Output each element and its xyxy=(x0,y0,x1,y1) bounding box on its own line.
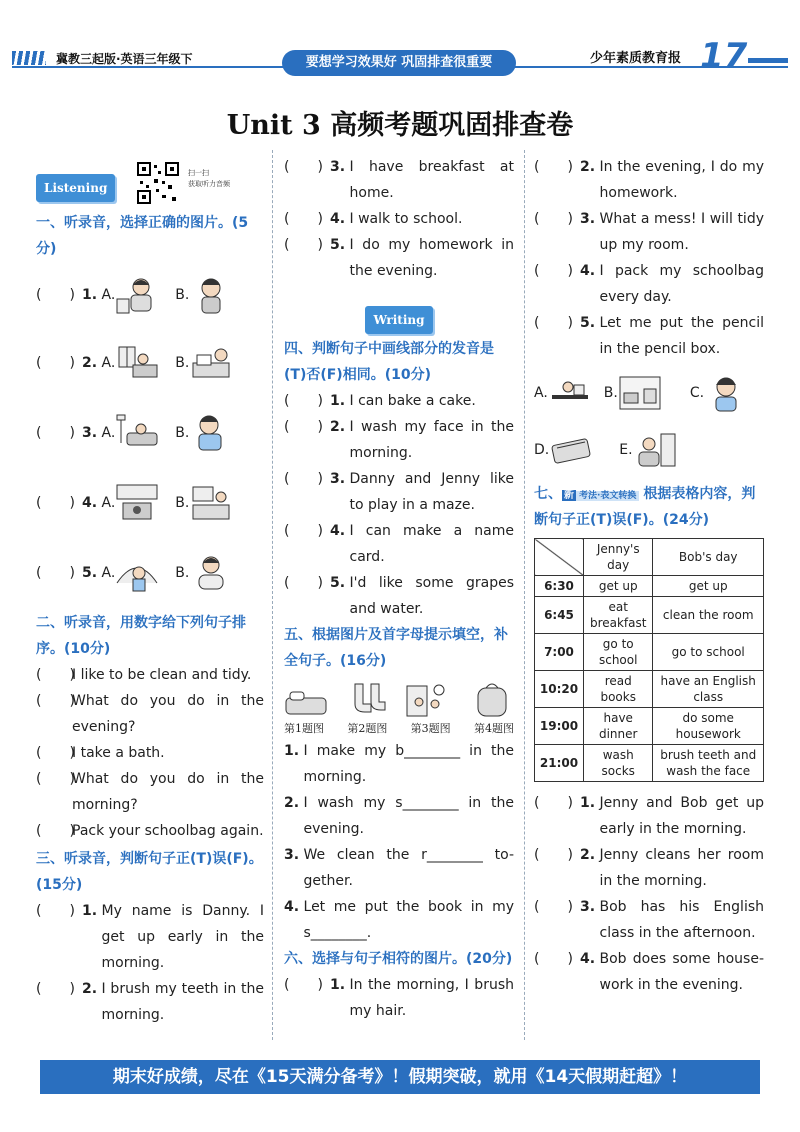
table-cell: go to school xyxy=(584,634,653,671)
list-item xyxy=(284,414,514,466)
sentence: I make my b________ in the morning. xyxy=(303,743,514,785)
question-number: 2. xyxy=(580,159,596,175)
section-5-heading: 五、根据图片及首字母提示填空，补全句子。(16分) xyxy=(284,627,508,669)
section-7-title: 根据表格内容，判断句子正(T)误(F)。(24分) xyxy=(534,486,756,528)
question-number: 4. xyxy=(82,495,98,511)
question-number: 1. xyxy=(580,795,596,811)
schoolbag-illustration-icon xyxy=(470,680,514,720)
list-item xyxy=(534,154,764,206)
table-cell: do some housework xyxy=(653,708,764,745)
list-item xyxy=(36,662,264,688)
section-1-items xyxy=(36,262,264,608)
section-3-heading: 三、听录音，判断句子正(T)误(F)。(15分) xyxy=(36,851,263,893)
question-number: 1. xyxy=(82,287,98,303)
caption: 第1题图 xyxy=(284,722,324,735)
answer-paren[interactable]: ( ) xyxy=(36,981,75,997)
question-number: 5. xyxy=(82,565,98,581)
list-item xyxy=(284,518,514,570)
table-header: Bob's day xyxy=(653,539,764,576)
right-column xyxy=(534,154,764,998)
kid-illustration-icon[interactable] xyxy=(115,553,159,593)
question-number: 4. xyxy=(284,899,300,915)
answer-paren[interactable]: ( ) xyxy=(36,823,75,839)
room-illustration-icon[interactable] xyxy=(189,483,233,523)
list-item xyxy=(36,538,264,608)
room-illustration-icon[interactable] xyxy=(115,483,159,523)
answer-paren[interactable]: ( ) xyxy=(36,355,75,371)
room-illustration-icon[interactable] xyxy=(189,343,233,383)
question-number: 5. xyxy=(330,237,346,253)
list-item xyxy=(36,818,264,844)
section-5-captions xyxy=(284,720,514,738)
answer-paren[interactable]: ( ) xyxy=(36,495,75,511)
question-number: 2. xyxy=(580,847,596,863)
section-6-options-row1 xyxy=(534,366,764,420)
section-4-heading: 四、判断句子中画线部分的发音是(T)否(F)相同。(10分) xyxy=(284,341,494,383)
table-cell: wash socks xyxy=(584,745,653,782)
question-number: 4. xyxy=(580,951,596,967)
kid-packing-bag-illustration-icon[interactable] xyxy=(633,430,685,470)
option-b-label: B. xyxy=(175,287,190,303)
sentence: In the morning, I brush my hair. xyxy=(349,977,514,1019)
list-item xyxy=(284,790,514,842)
new-badge: 新 xyxy=(564,490,574,501)
kid-illustration-icon[interactable] xyxy=(189,413,233,453)
sentence: I have breakfast at home. xyxy=(349,159,514,201)
list-item xyxy=(284,466,514,518)
schedule-table xyxy=(534,538,764,782)
sentence: My name is Danny. I get up early in the morning. xyxy=(101,903,264,971)
table-cell: 21:00 xyxy=(535,745,584,782)
answer-paren[interactable]: ( ) xyxy=(284,471,323,487)
sentence: I wash my s________ in the evening. xyxy=(303,795,514,837)
sentence: I do my homework in the evening. xyxy=(349,237,514,279)
caption: 第2题图 xyxy=(347,722,388,735)
sentence: I brush my teeth in the morning. xyxy=(101,981,264,1023)
table-cell: have an English class xyxy=(653,671,764,708)
messy-room-illustration-icon[interactable] xyxy=(618,373,678,413)
sentence: Let me put the pencil in the pencil box. xyxy=(599,315,764,357)
answer-paren[interactable]: ( ) xyxy=(534,263,573,279)
header-banner: 要想学习效果好 巩固排查很重要 xyxy=(282,50,516,76)
question-number: 1. xyxy=(330,977,346,993)
table-row xyxy=(535,671,764,708)
question-number: 2. xyxy=(330,419,346,435)
kid-illustration-icon[interactable] xyxy=(189,275,233,315)
table-cell: clean the room xyxy=(653,597,764,634)
question-number: 2. xyxy=(82,981,98,997)
sentence: What a mess! I will tidy up my room. xyxy=(599,211,764,253)
room-illustration-icon xyxy=(405,680,461,720)
column-divider xyxy=(524,150,525,1040)
option-label: D. xyxy=(534,442,550,458)
question-number: 3. xyxy=(82,425,98,441)
page-number: 17 xyxy=(700,36,748,76)
room-illustration-icon[interactable] xyxy=(115,343,159,383)
table-row xyxy=(535,634,764,671)
answer-paren[interactable]: ( ) xyxy=(534,159,573,175)
list-item xyxy=(284,154,514,206)
table-cell: have dinner xyxy=(584,708,653,745)
answer-paren[interactable]: ( ) xyxy=(36,425,75,441)
kid-illustration-icon[interactable] xyxy=(189,553,233,593)
option-label: B. xyxy=(603,385,618,401)
question-number: 3. xyxy=(330,159,346,175)
sentence: Jenny cleans her room in the morning. xyxy=(599,847,764,889)
column-divider xyxy=(272,150,273,1040)
list-item xyxy=(534,258,764,310)
table-cell: brush teeth and wash the face xyxy=(653,745,764,782)
answer-paren[interactable]: ( ) xyxy=(284,211,323,227)
sentence: I can bake a cake. xyxy=(349,393,476,409)
listening-tag: Listening xyxy=(36,174,115,202)
socks-illustration-icon xyxy=(345,680,397,720)
answer-paren[interactable]: ( ) xyxy=(534,795,573,811)
list-item xyxy=(534,206,764,258)
list-item xyxy=(36,468,264,538)
method-badge: 考法·表文转换 xyxy=(576,491,639,501)
edition-label: 冀教三起版·英语三年级下 xyxy=(56,51,193,66)
question-number: 3. xyxy=(284,847,300,863)
list-item xyxy=(36,740,264,766)
question-number: 4. xyxy=(330,523,346,539)
question-number: 4. xyxy=(330,211,346,227)
list-item xyxy=(534,310,764,362)
option-b-label: B. xyxy=(175,425,190,441)
list-item xyxy=(36,898,264,976)
scan-line-1: 扫一扫 xyxy=(188,169,209,177)
answer-paren[interactable]: ( ) xyxy=(534,847,573,863)
sentence: Danny and Jenny like to play in a maze. xyxy=(349,471,514,513)
section-6-heading: 六、选择与句子相符的图片。(20分) xyxy=(284,951,513,967)
list-item xyxy=(36,398,264,468)
section-7-items xyxy=(534,790,764,998)
sentence: Bob does some house-work in the evening. xyxy=(599,951,764,993)
list-item xyxy=(284,972,514,1024)
sentence: I wash my face in the morning. xyxy=(349,419,514,461)
sentence: What do you do in the evening? xyxy=(72,693,264,735)
question-number: 2. xyxy=(82,355,98,371)
list-item xyxy=(284,232,514,284)
table-row xyxy=(535,597,764,634)
left-column xyxy=(36,154,264,1028)
kid-homework-illustration-icon[interactable] xyxy=(548,373,592,413)
sentence: We clean the r________ to-gether. xyxy=(303,847,514,889)
option-b-label: B. xyxy=(175,565,190,581)
sentence: I can make a name card. xyxy=(349,523,514,565)
newspaper-name: 少年素质教育报 xyxy=(590,51,682,66)
bed-illustration-icon xyxy=(284,680,336,720)
sentence: I take a bath. xyxy=(72,745,165,761)
table-header-row xyxy=(535,539,764,576)
question-number: 1. xyxy=(284,743,300,759)
sentence: I pack my schoolbag every day. xyxy=(599,263,764,305)
table-cell: 19:00 xyxy=(535,708,584,745)
list-item xyxy=(36,766,264,818)
pencil-box-illustration-icon[interactable] xyxy=(549,430,601,470)
option-label: C. xyxy=(689,385,705,401)
table-cell: get up xyxy=(584,576,653,597)
caption: 第4题图 xyxy=(473,722,514,735)
question-number: 5. xyxy=(330,575,346,591)
page-number-dash xyxy=(748,58,788,63)
room-illustration-icon[interactable] xyxy=(115,413,159,453)
answer-paren[interactable]: ( ) xyxy=(36,565,75,581)
table-row xyxy=(535,745,764,782)
kid-illustration-icon[interactable] xyxy=(115,275,159,315)
table-row xyxy=(535,576,764,597)
question-number: 3. xyxy=(330,471,346,487)
list-item xyxy=(534,842,764,894)
answer-paren[interactable]: ( ) xyxy=(284,575,323,591)
list-item xyxy=(534,790,764,842)
section-1-heading: 一、听录音，选择正确的图片。(5分) xyxy=(36,215,249,257)
caption: 第3题图 xyxy=(410,722,451,735)
scan-line-2: 获取听力音频 xyxy=(188,180,230,188)
writing-tag: Writing xyxy=(365,306,432,334)
list-item xyxy=(36,262,264,328)
option-label: E. xyxy=(619,442,633,458)
sentence: What do you do in the morning? xyxy=(72,771,264,813)
section-7-heading: 七、 新 考法·表文转换 根据表格内容，判断句子正(T)误(F)。(24分) xyxy=(534,486,756,528)
sentence: Pack your schoolbag again. xyxy=(72,823,264,839)
list-item xyxy=(284,738,514,790)
stripes-decoration xyxy=(12,51,46,65)
question-number: 3. xyxy=(580,211,596,227)
answer-paren[interactable]: ( ) xyxy=(284,977,323,993)
answer-paren[interactable]: ( ) xyxy=(284,237,323,253)
option-a-label: A. xyxy=(101,565,116,581)
list-item xyxy=(284,570,514,622)
option-a-label: A. xyxy=(101,425,116,441)
table-cell: 6:30 xyxy=(535,576,584,597)
sentence: I walk to school. xyxy=(349,211,463,227)
question-number: 1. xyxy=(82,903,98,919)
table-row xyxy=(535,708,764,745)
answer-paren[interactable]: ( ) xyxy=(36,745,75,761)
table-cell: 7:00 xyxy=(535,634,584,671)
answer-paren[interactable]: ( ) xyxy=(36,693,75,709)
question-number: 4. xyxy=(580,263,596,279)
answer-paren[interactable]: ( ) xyxy=(36,903,75,919)
table-cell: get up xyxy=(653,576,764,597)
option-b-label: B. xyxy=(175,495,190,511)
answer-paren[interactable]: ( ) xyxy=(284,419,323,435)
page-title: Unit 3 高频考题巩固排查卷 xyxy=(226,110,574,141)
list-item xyxy=(36,688,264,740)
middle-column xyxy=(284,154,514,1024)
answer-paren[interactable]: ( ) xyxy=(284,159,323,175)
option-a-label: A. xyxy=(101,495,116,511)
kid-brushing-hair-illustration-icon[interactable] xyxy=(704,373,748,413)
answer-paren[interactable]: ( ) xyxy=(534,951,573,967)
table-cell: 6:45 xyxy=(535,597,584,634)
table-header: Jenny's day xyxy=(584,539,653,576)
table-cell: 10:20 xyxy=(535,671,584,708)
option-a-label: A. xyxy=(101,287,116,303)
list-item xyxy=(284,842,514,894)
sentence: I'd like some grapes and water. xyxy=(349,575,514,617)
sentence: Bob has his English class in the afternoon. xyxy=(599,899,764,941)
footer-banner: 期末好成绩，尽在《15天满分备考》！假期突破，就用《14天假期赶超》！ xyxy=(40,1060,760,1094)
section-5-pictures xyxy=(284,680,514,720)
answer-paren[interactable]: ( ) xyxy=(36,287,75,303)
sentence: Let me put the book in my s________. xyxy=(303,899,514,941)
list-item xyxy=(36,976,264,1028)
question-number: 2. xyxy=(284,795,300,811)
answer-paren[interactable]: ( ) xyxy=(284,393,323,409)
table-cell: eat breakfast xyxy=(584,597,653,634)
option-label: A. xyxy=(534,385,548,401)
answer-paren[interactable]: ( ) xyxy=(534,899,573,915)
table-corner-cell xyxy=(535,539,584,576)
answer-paren[interactable]: ( ) xyxy=(284,523,323,539)
answer-paren[interactable]: ( ) xyxy=(534,315,573,331)
option-a-label: A. xyxy=(101,355,116,371)
question-number: 5. xyxy=(580,315,596,331)
sentence: In the evening, I do my homework. xyxy=(599,159,764,201)
answer-paren[interactable]: ( ) xyxy=(36,771,75,787)
table-cell: go to school xyxy=(653,634,764,671)
question-number: 1. xyxy=(330,393,346,409)
section-6-options-row2 xyxy=(534,420,764,480)
answer-paren[interactable]: ( ) xyxy=(534,211,573,227)
list-item xyxy=(534,946,764,998)
sentence: I like to be clean and tidy. xyxy=(72,667,252,683)
list-item xyxy=(284,388,514,414)
sentence: Jenny and Bob get up early in the morning. xyxy=(599,795,764,837)
option-b-label: B. xyxy=(175,355,190,371)
list-item xyxy=(284,894,514,946)
section-2-heading: 二、听录音，用数字给下列句子排序。(10分) xyxy=(36,615,246,657)
answer-paren[interactable]: ( ) xyxy=(36,667,75,683)
list-item xyxy=(284,206,514,232)
list-item xyxy=(36,328,264,398)
list-item xyxy=(534,894,764,946)
table-cell: read books xyxy=(584,671,653,708)
question-number: 3. xyxy=(580,899,596,915)
